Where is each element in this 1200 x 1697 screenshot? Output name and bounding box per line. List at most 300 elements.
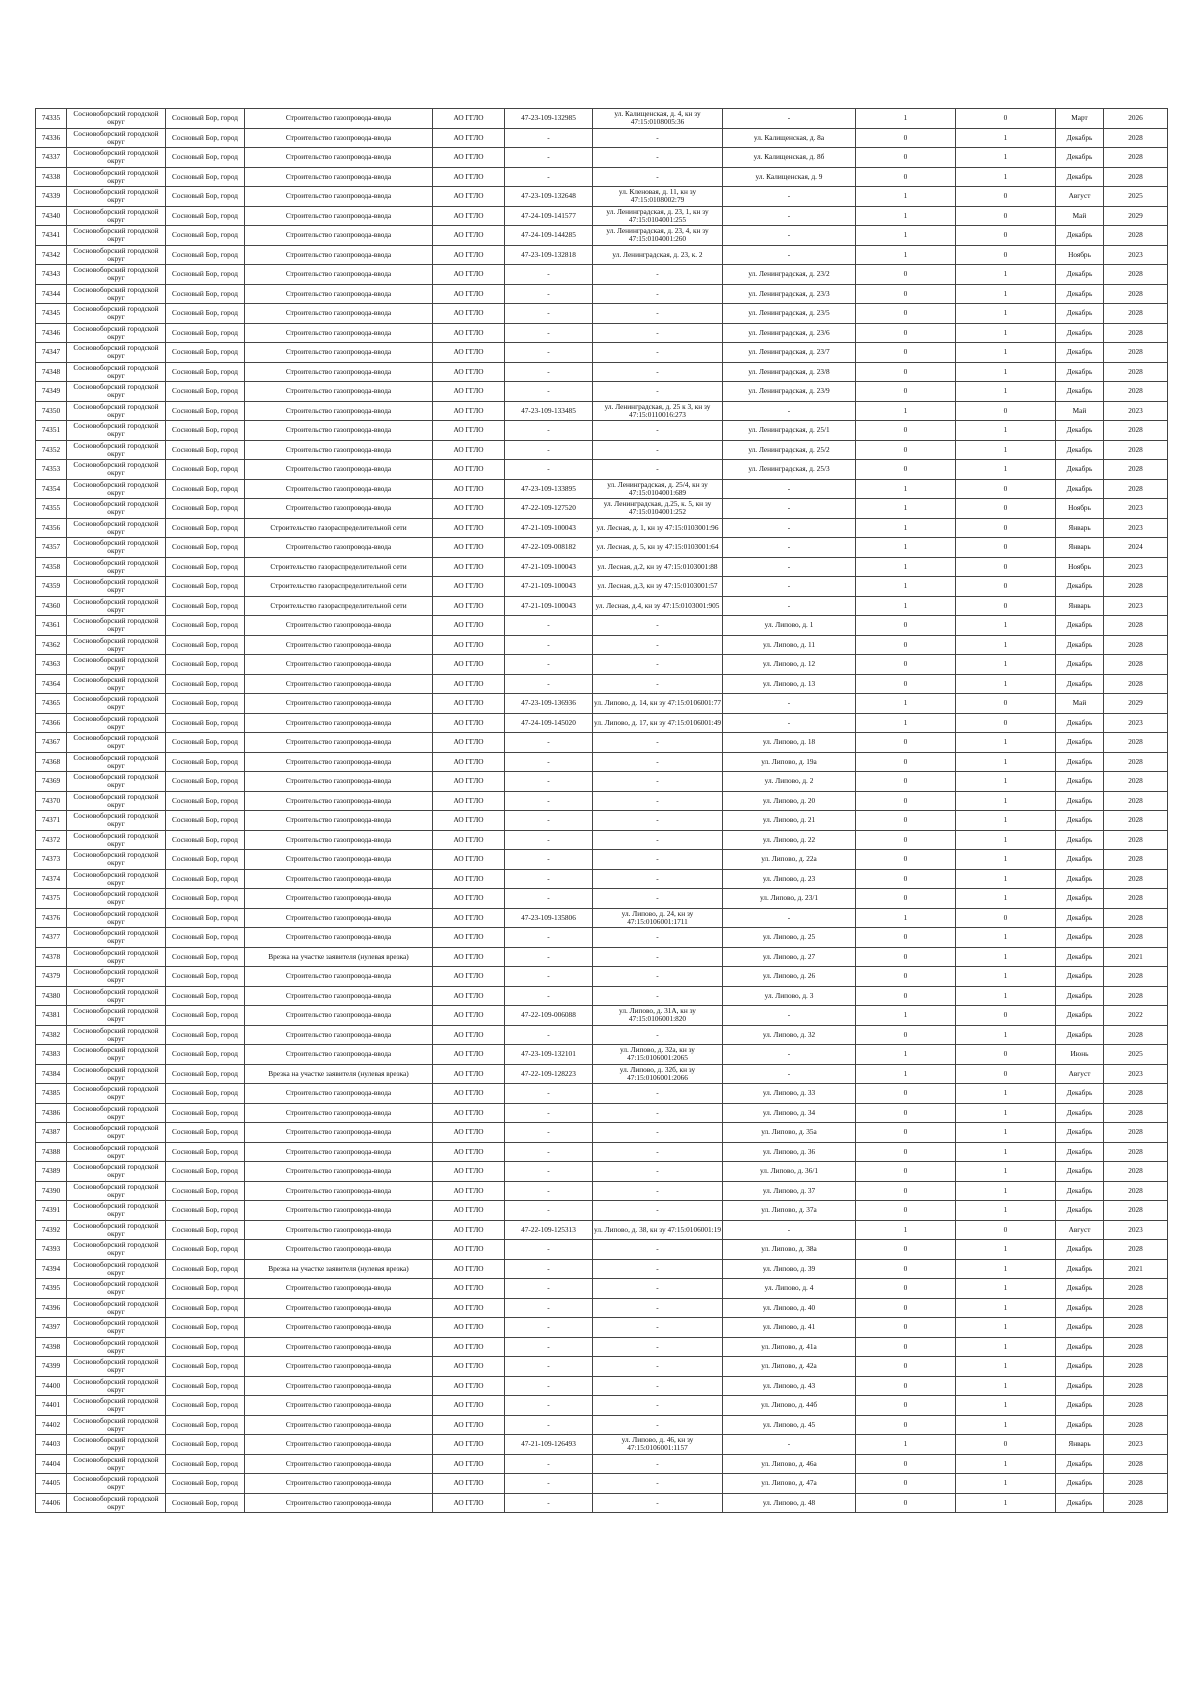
row-id-cell: 74377	[36, 928, 67, 948]
flag-a-cell: 1	[856, 479, 956, 499]
organization-cell: АО ГГЛО	[433, 401, 505, 421]
district-cell: Сосновоборский городской округ	[67, 1240, 166, 1260]
address-cell: ул. Липово, д. 1	[723, 616, 856, 636]
table-row	[36, 655, 1168, 675]
application-number-cell: -	[505, 811, 593, 831]
row-id-cell: 74382	[36, 1025, 67, 1045]
application-number-cell: 47-23-109-132818	[505, 245, 593, 265]
settlement-cell: Сосновый Бор, город	[166, 440, 245, 460]
settlement-cell: Сосновый Бор, город	[166, 284, 245, 304]
flag-a-cell: 1	[856, 518, 956, 538]
year-cell: 2028	[1104, 343, 1168, 363]
month-cell: Декабрь	[1056, 440, 1104, 460]
flag-b-cell: 1	[956, 148, 1056, 168]
flag-b-cell: 1	[956, 928, 1056, 948]
cadastral-address-cell: -	[593, 889, 723, 909]
district-cell: Сосновоборский городской округ	[67, 947, 166, 967]
settlement-cell: Сосновый Бор, город	[166, 1006, 245, 1026]
flag-b-cell: 1	[956, 1181, 1056, 1201]
year-cell: 2028	[1104, 752, 1168, 772]
application-number-cell: -	[505, 1259, 593, 1279]
flag-a-cell: 0	[856, 148, 956, 168]
year-cell: 2028	[1104, 889, 1168, 909]
year-cell: 2028	[1104, 791, 1168, 811]
application-number-cell: -	[505, 1162, 593, 1182]
address-cell: ул. Липово, д. 22	[723, 830, 856, 850]
month-cell: Декабрь	[1056, 1084, 1104, 1104]
work-type-cell: Строительство газопровода-ввода	[245, 1045, 433, 1065]
work-type-cell: Строительство газопровода-ввода	[245, 1357, 433, 1377]
cadastral-address-cell: -	[593, 304, 723, 324]
application-number-cell: -	[505, 167, 593, 187]
flag-b-cell: 0	[956, 1045, 1056, 1065]
flag-b-cell: 1	[956, 869, 1056, 889]
flag-b-cell: 1	[956, 1123, 1056, 1143]
month-cell: Декабрь	[1056, 967, 1104, 987]
settlement-cell: Сосновый Бор, город	[166, 187, 245, 207]
month-cell: Декабрь	[1056, 889, 1104, 909]
cadastral-address-cell: -	[593, 1298, 723, 1318]
flag-b-cell: 0	[956, 479, 1056, 499]
row-id-cell: 74374	[36, 869, 67, 889]
table-row	[36, 752, 1168, 772]
organization-cell: АО ГГЛО	[433, 869, 505, 889]
row-id-cell: 74342	[36, 245, 67, 265]
table-row	[36, 1064, 1168, 1084]
work-type-cell: Строительство газораспределительной сети	[245, 596, 433, 616]
flag-b-cell: 1	[956, 889, 1056, 909]
year-cell: 2025	[1104, 187, 1168, 207]
application-number-cell: -	[505, 440, 593, 460]
flag-a-cell: 1	[856, 499, 956, 519]
settlement-cell: Сосновый Бор, город	[166, 616, 245, 636]
month-cell: Декабрь	[1056, 655, 1104, 675]
work-type-cell: Строительство газопровода-ввода	[245, 694, 433, 714]
work-type-cell: Строительство газопровода-ввода	[245, 752, 433, 772]
application-number-cell: -	[505, 304, 593, 324]
work-type-cell: Строительство газопровода-ввода	[245, 460, 433, 480]
cadastral-address-cell: ул. Лесная, д. 5, кн зу 47:15:0103001:64	[593, 538, 723, 558]
settlement-cell: Сосновый Бор, город	[166, 947, 245, 967]
month-cell: Декабрь	[1056, 1493, 1104, 1513]
address-cell: ул. Липово, д. 40	[723, 1298, 856, 1318]
month-cell: Декабрь	[1056, 1025, 1104, 1045]
flag-a-cell: 0	[856, 616, 956, 636]
work-type-cell: Строительство газопровода-ввода	[245, 772, 433, 792]
year-cell: 2028	[1104, 1279, 1168, 1299]
cadastral-address-cell: -	[593, 382, 723, 402]
year-cell: 2028	[1104, 1162, 1168, 1182]
flag-a-cell: 0	[856, 265, 956, 285]
settlement-cell: Сосновый Бор, город	[166, 1045, 245, 1065]
table-row	[36, 986, 1168, 1006]
month-cell: Декабрь	[1056, 284, 1104, 304]
cadastral-address-cell: ул. Ленинградская, д. 25/4, кн зу 47:15:0104001:689	[593, 479, 723, 499]
application-number-cell: 47-23-109-132648	[505, 187, 593, 207]
organization-cell: АО ГГЛО	[433, 733, 505, 753]
month-cell: Май	[1056, 206, 1104, 226]
table-row	[36, 947, 1168, 967]
year-cell: 2028	[1104, 421, 1168, 441]
organization-cell: АО ГГЛО	[433, 1454, 505, 1474]
address-cell: ул. Липово, д. 11	[723, 635, 856, 655]
work-type-cell: Строительство газопровода-ввода	[245, 1376, 433, 1396]
flag-a-cell: 0	[856, 830, 956, 850]
address-cell: ул. Липово, д. 22а	[723, 850, 856, 870]
application-number-cell: -	[505, 1337, 593, 1357]
address-cell: -	[723, 908, 856, 928]
row-id-cell: 74341	[36, 226, 67, 246]
organization-cell: АО ГГЛО	[433, 752, 505, 772]
settlement-cell: Сосновый Бор, город	[166, 128, 245, 148]
cadastral-address-cell: ул. Липово, д. 38, кн зу 47:15:0106001:19	[593, 1220, 723, 1240]
address-cell: ул. Ленинградская, д. 23/9	[723, 382, 856, 402]
year-cell: 2028	[1104, 869, 1168, 889]
table-row	[36, 908, 1168, 928]
cadastral-address-cell: -	[593, 928, 723, 948]
flag-a-cell: 0	[856, 889, 956, 909]
flag-b-cell: 1	[956, 1103, 1056, 1123]
work-type-cell: Строительство газопровода-ввода	[245, 655, 433, 675]
organization-cell: АО ГГЛО	[433, 1142, 505, 1162]
row-id-cell: 74343	[36, 265, 67, 285]
month-cell: Декабрь	[1056, 1142, 1104, 1162]
month-cell: Декабрь	[1056, 304, 1104, 324]
row-id-cell: 74386	[36, 1103, 67, 1123]
cadastral-address-cell: -	[593, 733, 723, 753]
flag-b-cell: 1	[956, 128, 1056, 148]
organization-cell: АО ГГЛО	[433, 1318, 505, 1338]
row-id-cell: 74340	[36, 206, 67, 226]
application-number-cell: -	[505, 1201, 593, 1221]
district-cell: Сосновоборский городской округ	[67, 1474, 166, 1494]
organization-cell: АО ГГЛО	[433, 1474, 505, 1494]
organization-cell: АО ГГЛО	[433, 1279, 505, 1299]
district-cell: Сосновоборский городской округ	[67, 811, 166, 831]
district-cell: Сосновоборский городской округ	[67, 284, 166, 304]
month-cell: Декабрь	[1056, 752, 1104, 772]
row-id-cell: 74388	[36, 1142, 67, 1162]
work-type-cell: Строительство газопровода-ввода	[245, 967, 433, 987]
settlement-cell: Сосновый Бор, город	[166, 869, 245, 889]
flag-a-cell: 1	[856, 1006, 956, 1026]
flag-b-cell: 1	[956, 967, 1056, 987]
settlement-cell: Сосновый Бор, город	[166, 518, 245, 538]
district-cell: Сосновоборский городской округ	[67, 713, 166, 733]
application-number-cell: -	[505, 889, 593, 909]
district-cell: Сосновоборский городской округ	[67, 382, 166, 402]
application-number-cell: -	[505, 1103, 593, 1123]
address-cell: ул. Липово, д. 34	[723, 1103, 856, 1123]
table-row	[36, 401, 1168, 421]
work-type-cell: Строительство газопровода-ввода	[245, 1084, 433, 1104]
flag-a-cell: 0	[856, 752, 956, 772]
table-row	[36, 577, 1168, 597]
cadastral-address-cell: -	[593, 1142, 723, 1162]
application-number-cell: -	[505, 1025, 593, 1045]
work-type-cell: Строительство газопровода-ввода	[245, 1415, 433, 1435]
district-cell: Сосновоборский городской округ	[67, 596, 166, 616]
row-id-cell: 74406	[36, 1493, 67, 1513]
application-number-cell: -	[505, 1318, 593, 1338]
table-row	[36, 694, 1168, 714]
row-id-cell: 74403	[36, 1435, 67, 1455]
year-cell: 2028	[1104, 830, 1168, 850]
row-id-cell: 74359	[36, 577, 67, 597]
district-cell: Сосновоборский городской округ	[67, 1357, 166, 1377]
year-cell: 2028	[1104, 908, 1168, 928]
row-id-cell: 74389	[36, 1162, 67, 1182]
settlement-cell: Сосновый Бор, город	[166, 1259, 245, 1279]
row-id-cell: 74372	[36, 830, 67, 850]
row-id-cell: 74356	[36, 518, 67, 538]
flag-b-cell: 1	[956, 382, 1056, 402]
district-cell: Сосновоборский городской округ	[67, 1123, 166, 1143]
work-type-cell: Строительство газопровода-ввода	[245, 635, 433, 655]
year-cell: 2028	[1104, 226, 1168, 246]
month-cell: Декабрь	[1056, 226, 1104, 246]
row-id-cell: 74399	[36, 1357, 67, 1377]
flag-b-cell: 1	[956, 772, 1056, 792]
table-row	[36, 1493, 1168, 1513]
table-row	[36, 148, 1168, 168]
district-cell: Сосновоборский городской округ	[67, 245, 166, 265]
year-cell: 2028	[1104, 167, 1168, 187]
organization-cell: АО ГГЛО	[433, 1123, 505, 1143]
row-id-cell: 74401	[36, 1396, 67, 1416]
settlement-cell: Сосновый Бор, город	[166, 908, 245, 928]
organization-cell: АО ГГЛО	[433, 167, 505, 187]
flag-b-cell: 1	[956, 421, 1056, 441]
cadastral-address-cell: ул. Ленинградская, д. 25 к 3, кн зу 47:15:0110016:273	[593, 401, 723, 421]
application-number-cell: 47-21-109-126493	[505, 1435, 593, 1455]
flag-b-cell: 1	[956, 343, 1056, 363]
settlement-cell: Сосновый Бор, город	[166, 1103, 245, 1123]
settlement-cell: Сосновый Бор, город	[166, 265, 245, 285]
row-id-cell: 74387	[36, 1123, 67, 1143]
year-cell: 2025	[1104, 1045, 1168, 1065]
year-cell: 2028	[1104, 655, 1168, 675]
district-cell: Сосновоборский городской округ	[67, 1259, 166, 1279]
organization-cell: АО ГГЛО	[433, 1162, 505, 1182]
organization-cell: АО ГГЛО	[433, 499, 505, 519]
month-cell: Декабрь	[1056, 479, 1104, 499]
month-cell: Декабрь	[1056, 1298, 1104, 1318]
application-number-cell: -	[505, 1142, 593, 1162]
month-cell: Декабрь	[1056, 382, 1104, 402]
application-number-cell: -	[505, 1493, 593, 1513]
flag-a-cell: 0	[856, 1318, 956, 1338]
month-cell: Декабрь	[1056, 128, 1104, 148]
year-cell: 2028	[1104, 616, 1168, 636]
row-id-cell: 74375	[36, 889, 67, 909]
row-id-cell: 74345	[36, 304, 67, 324]
flag-b-cell: 0	[956, 908, 1056, 928]
year-cell: 2028	[1104, 850, 1168, 870]
year-cell: 2028	[1104, 128, 1168, 148]
settlement-cell: Сосновый Бор, город	[166, 733, 245, 753]
year-cell: 2028	[1104, 323, 1168, 343]
flag-a-cell: 0	[856, 1162, 956, 1182]
flag-a-cell: 0	[856, 850, 956, 870]
month-cell: Декабрь	[1056, 928, 1104, 948]
year-cell: 2028	[1104, 1454, 1168, 1474]
district-cell: Сосновоборский городской округ	[67, 557, 166, 577]
row-id-cell: 74337	[36, 148, 67, 168]
flag-a-cell: 0	[856, 1240, 956, 1260]
flag-b-cell: 0	[956, 109, 1056, 129]
work-type-cell: Врезка на участке заявителя (нулевая врезка)	[245, 1259, 433, 1279]
year-cell: 2029	[1104, 694, 1168, 714]
month-cell: Декабрь	[1056, 577, 1104, 597]
flag-a-cell: 0	[856, 1084, 956, 1104]
flag-b-cell: 1	[956, 1162, 1056, 1182]
work-type-cell: Строительство газопровода-ввода	[245, 733, 433, 753]
work-type-cell: Строительство газопровода-ввода	[245, 1142, 433, 1162]
flag-a-cell: 0	[856, 128, 956, 148]
work-type-cell: Строительство газопровода-ввода	[245, 187, 433, 207]
table-row	[36, 557, 1168, 577]
month-cell: Ноябрь	[1056, 499, 1104, 519]
table-row	[36, 1376, 1168, 1396]
flag-a-cell: 1	[856, 1064, 956, 1084]
row-id-cell: 74402	[36, 1415, 67, 1435]
flag-a-cell: 0	[856, 1454, 956, 1474]
organization-cell: АО ГГЛО	[433, 811, 505, 831]
district-cell: Сосновоборский городской округ	[67, 1318, 166, 1338]
settlement-cell: Сосновый Бор, город	[166, 538, 245, 558]
district-cell: Сосновоборский городской округ	[67, 928, 166, 948]
application-number-cell: 47-24-109-144285	[505, 226, 593, 246]
application-number-cell: 47-21-109-100043	[505, 518, 593, 538]
district-cell: Сосновоборский городской округ	[67, 635, 166, 655]
settlement-cell: Сосновый Бор, город	[166, 401, 245, 421]
district-cell: Сосновоборский городской округ	[67, 655, 166, 675]
flag-b-cell: 0	[956, 206, 1056, 226]
application-number-cell: -	[505, 1376, 593, 1396]
work-type-cell: Строительство газопровода-ввода	[245, 928, 433, 948]
flag-b-cell: 0	[956, 518, 1056, 538]
district-cell: Сосновоборский городской округ	[67, 187, 166, 207]
district-cell: Сосновоборский городской округ	[67, 733, 166, 753]
month-cell: Август	[1056, 1064, 1104, 1084]
settlement-cell: Сосновый Бор, город	[166, 1084, 245, 1104]
month-cell: Декабрь	[1056, 1376, 1104, 1396]
address-cell: ул. Липово, д. 42а	[723, 1357, 856, 1377]
month-cell: Декабрь	[1056, 1259, 1104, 1279]
flag-b-cell: 0	[956, 401, 1056, 421]
flag-a-cell: 0	[856, 928, 956, 948]
cadastral-address-cell: -	[593, 323, 723, 343]
cadastral-address-cell: ул. Ленинградская, д.25, к. 5, кн зу 47:15:0104001:252	[593, 499, 723, 519]
table-row	[36, 733, 1168, 753]
district-cell: Сосновоборский городской округ	[67, 908, 166, 928]
cadastral-address-cell: -	[593, 421, 723, 441]
table-row	[36, 791, 1168, 811]
year-cell: 2028	[1104, 674, 1168, 694]
table-row	[36, 1279, 1168, 1299]
month-cell: Декабрь	[1056, 1454, 1104, 1474]
year-cell: 2028	[1104, 1142, 1168, 1162]
row-id-cell: 74393	[36, 1240, 67, 1260]
row-id-cell: 74397	[36, 1318, 67, 1338]
flag-a-cell: 0	[856, 1123, 956, 1143]
flag-a-cell: 1	[856, 538, 956, 558]
year-cell: 2028	[1104, 265, 1168, 285]
flag-a-cell: 0	[856, 947, 956, 967]
year-cell: 2028	[1104, 382, 1168, 402]
row-id-cell: 74370	[36, 791, 67, 811]
application-number-cell: -	[505, 635, 593, 655]
flag-b-cell: 0	[956, 1064, 1056, 1084]
cadastral-address-cell: -	[593, 460, 723, 480]
table-row	[36, 596, 1168, 616]
flag-a-cell: 0	[856, 460, 956, 480]
application-number-cell: -	[505, 655, 593, 675]
table-row	[36, 772, 1168, 792]
work-type-cell: Строительство газораспределительной сети	[245, 518, 433, 538]
organization-cell: АО ГГЛО	[433, 128, 505, 148]
table-row	[36, 323, 1168, 343]
month-cell: Декабрь	[1056, 1181, 1104, 1201]
application-number-cell: -	[505, 1298, 593, 1318]
district-cell: Сосновоборский городской округ	[67, 401, 166, 421]
flag-b-cell: 1	[956, 1279, 1056, 1299]
flag-a-cell: 0	[856, 1259, 956, 1279]
application-number-cell: -	[505, 752, 593, 772]
application-number-cell: 47-24-109-141577	[505, 206, 593, 226]
district-cell: Сосновоборский городской округ	[67, 518, 166, 538]
application-number-cell: -	[505, 1084, 593, 1104]
address-cell: ул. Ленинградская, д. 23/6	[723, 323, 856, 343]
month-cell: Декабрь	[1056, 733, 1104, 753]
month-cell: Декабрь	[1056, 772, 1104, 792]
address-cell: ул. Липово, д. 41	[723, 1318, 856, 1338]
settlement-cell: Сосновый Бор, город	[166, 304, 245, 324]
month-cell: Декабрь	[1056, 1006, 1104, 1026]
flag-a-cell: 0	[856, 811, 956, 831]
flag-b-cell: 1	[956, 1454, 1056, 1474]
district-cell: Сосновоборский городской округ	[67, 1493, 166, 1513]
district-cell: Сосновоборский городской округ	[67, 1006, 166, 1026]
settlement-cell: Сосновый Бор, город	[166, 674, 245, 694]
settlement-cell: Сосновый Бор, город	[166, 1123, 245, 1143]
table-row	[36, 1337, 1168, 1357]
settlement-cell: Сосновый Бор, город	[166, 1279, 245, 1299]
month-cell: Декабрь	[1056, 1103, 1104, 1123]
year-cell: 2023	[1104, 245, 1168, 265]
year-cell: 2028	[1104, 1396, 1168, 1416]
address-cell: -	[723, 1064, 856, 1084]
district-cell: Сосновоборский городской округ	[67, 889, 166, 909]
application-number-cell: -	[505, 830, 593, 850]
month-cell: Декабрь	[1056, 674, 1104, 694]
flag-b-cell: 1	[956, 791, 1056, 811]
work-type-cell: Строительство газопровода-ввода	[245, 674, 433, 694]
district-cell: Сосновоборский городской округ	[67, 538, 166, 558]
settlement-cell: Сосновый Бор, город	[166, 382, 245, 402]
settlement-cell: Сосновый Бор, город	[166, 109, 245, 129]
cadastral-address-cell: -	[593, 167, 723, 187]
district-cell: Сосновоборский городской округ	[67, 1415, 166, 1435]
year-cell: 2028	[1104, 1357, 1168, 1377]
work-type-cell: Строительство газопровода-ввода	[245, 1123, 433, 1143]
cadastral-address-cell: -	[593, 635, 723, 655]
address-cell: ул. Липово, д. 36/1	[723, 1162, 856, 1182]
flag-b-cell: 1	[956, 440, 1056, 460]
month-cell: Декабрь	[1056, 167, 1104, 187]
cadastral-address-cell: -	[593, 343, 723, 363]
